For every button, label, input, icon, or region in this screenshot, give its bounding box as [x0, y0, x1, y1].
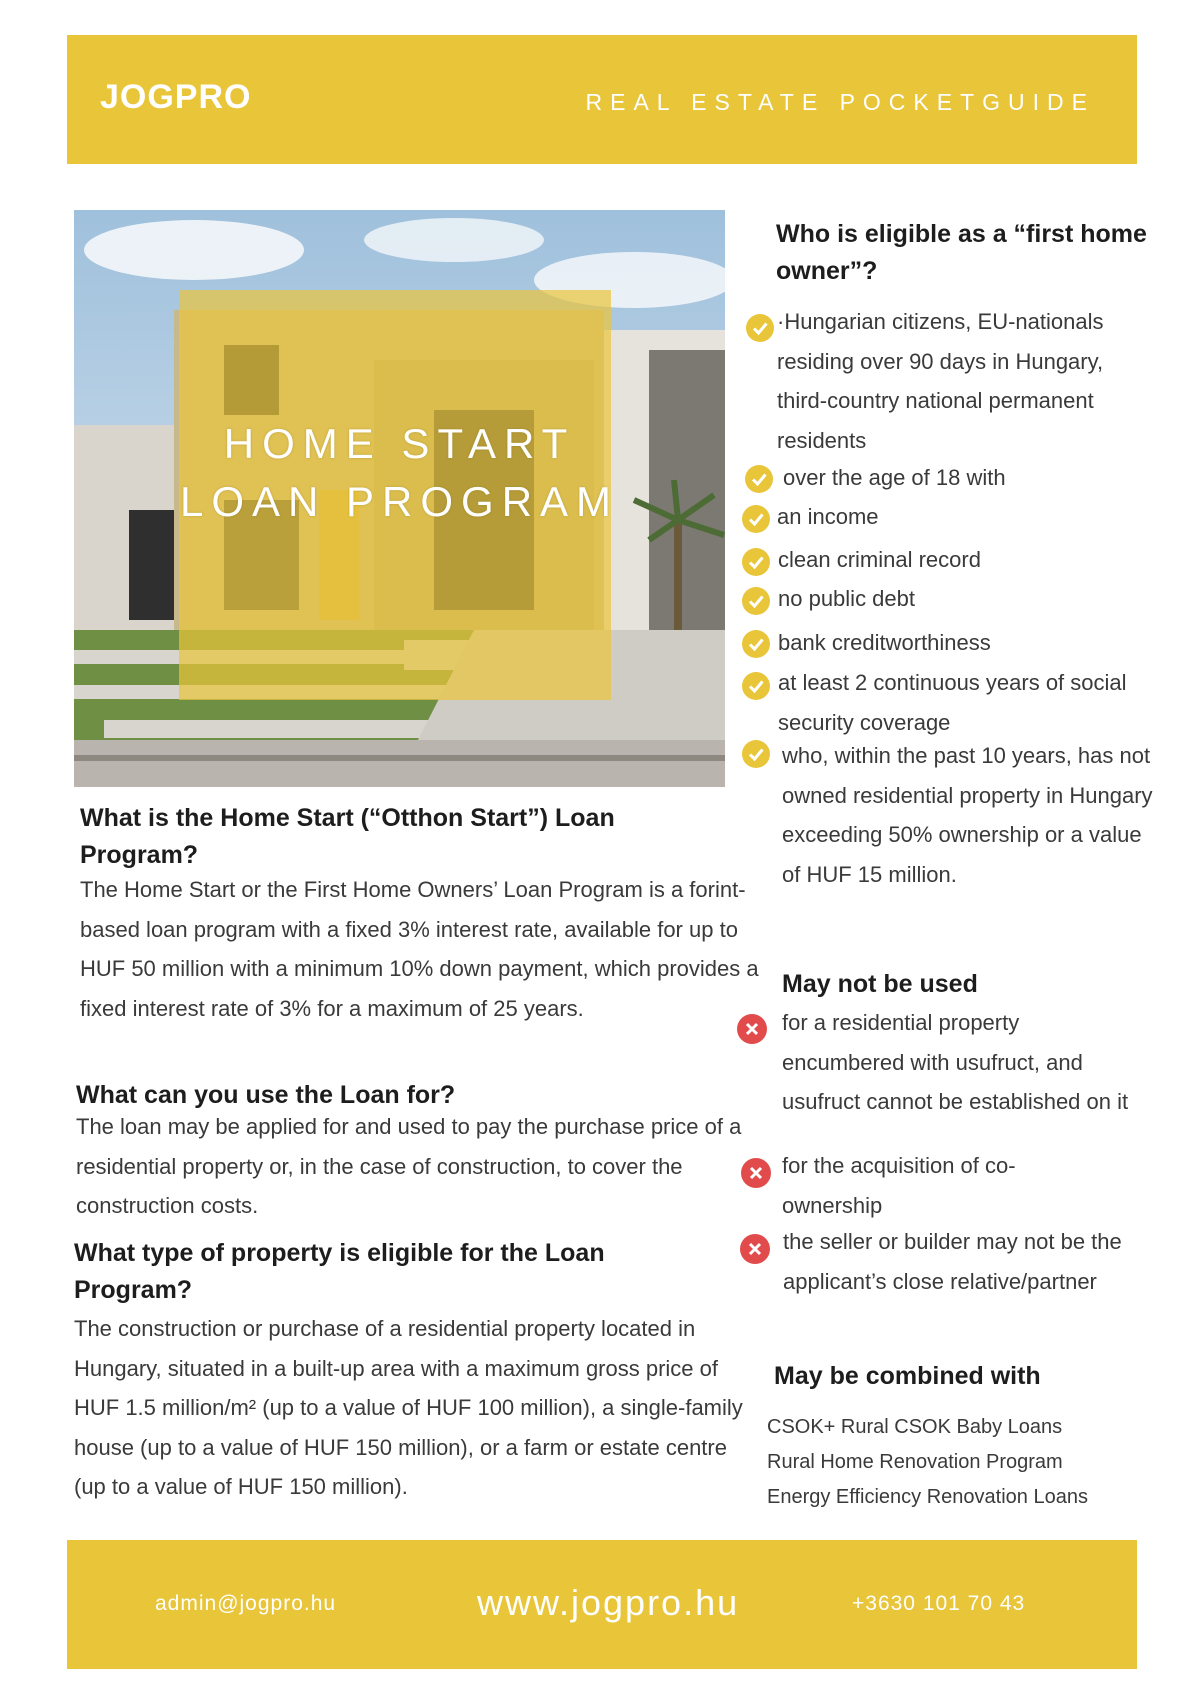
check-icon [745, 465, 773, 493]
header-bar [67, 35, 1137, 164]
check-icon [742, 630, 770, 658]
combination-line: Energy Efficiency Renovation Loans [767, 1486, 1088, 1508]
what-is-body: The Home Start or the First Home Owners’ Loan Program is a forint-based loan program with a fixed 3% interest rate, available for up to HUF 50 million with a minimum 10% down payment, which provides a fixed interest rate of 3% for a maximum of 25 years. [80, 877, 759, 1021]
footer-website-link[interactable]: www.jogpro.hu [477, 1582, 740, 1623]
eligibility-item: an income [777, 504, 879, 529]
use-for-heading: What can you use the Loan for? [76, 1081, 456, 1109]
eligibility-item: over the age of 18 with [783, 465, 1006, 490]
what-is-heading: What is the Home Start (“Otthon Start”) Loan Program? [80, 804, 615, 869]
hero-title-line1: HOME START [223, 420, 576, 467]
restriction-item: for a residential property encumbered with usufruct, and usufruct cannot be established on it [782, 1010, 1129, 1114]
check-icon [742, 740, 770, 768]
cross-icon [741, 1158, 771, 1188]
footer-email-link[interactable]: admin@jogpro.hu [155, 1592, 337, 1615]
restrictions-heading: May not be used [782, 970, 978, 998]
eligibility-item: bank creditworthiness [778, 630, 991, 655]
brand-logo: JOGPRO [100, 78, 252, 116]
restriction-item: for the acquisition of co-ownership [782, 1153, 1016, 1218]
footer-phone[interactable]: +3630 101 70 43 [852, 1592, 1026, 1615]
hero-title-line2: LOAN PROGRAM [179, 478, 620, 525]
cross-icon [740, 1234, 770, 1264]
property-type-heading: What type of property is eligible for the Loan Program? [74, 1239, 605, 1304]
check-icon [742, 587, 770, 615]
eligibility-item: who, within the past 10 years, has not owned residential property in Hungary exceeding 50% ownership or a value of HUF 15 million. [782, 743, 1153, 887]
eligibility-item: clean criminal record [778, 547, 981, 572]
property-type-body: The construction or purchase of a residential property located in Hungary, situated in a built-up area with a maximum gross price of HUF 1.5 million/m² (up to a value of HUF 100 million), a single-family house (up to a value of HUF 150 million), or a farm or estate centre (up to a value of HUF 150 million). [74, 1316, 743, 1499]
combination-line: Rural Home Renovation Program [767, 1451, 1063, 1473]
eligibility-item: ·Hungarian citizens, EU-nationals residing over 90 days in Hungary, third-country national permanent residents [777, 309, 1104, 453]
cross-icon [737, 1014, 767, 1044]
check-icon [742, 548, 770, 576]
restriction-item: the seller or builder may not be the applicant’s close relative/partner [783, 1229, 1122, 1294]
eligibility-item: no public debt [778, 586, 915, 611]
use-for-body: The loan may be applied for and used to pay the purchase price of a residential property or, in the case of construction, to cover the construction costs. [76, 1114, 742, 1218]
footer-bar [67, 1540, 1137, 1669]
check-icon [742, 505, 770, 533]
eligibility-item: at least 2 continuous years of social security coverage [778, 670, 1127, 735]
combinations-heading: May be combined with [774, 1362, 1041, 1390]
check-icon [742, 672, 770, 700]
header-tagline: REAL ESTATE POCKETGUIDE [585, 89, 1095, 115]
combination-line: CSOK+ Rural CSOK Baby Loans [767, 1416, 1063, 1438]
eligibility-heading: Who is eligible as a “first home owner”? [776, 220, 1147, 285]
check-icon [746, 314, 774, 342]
hero-image [74, 210, 725, 787]
